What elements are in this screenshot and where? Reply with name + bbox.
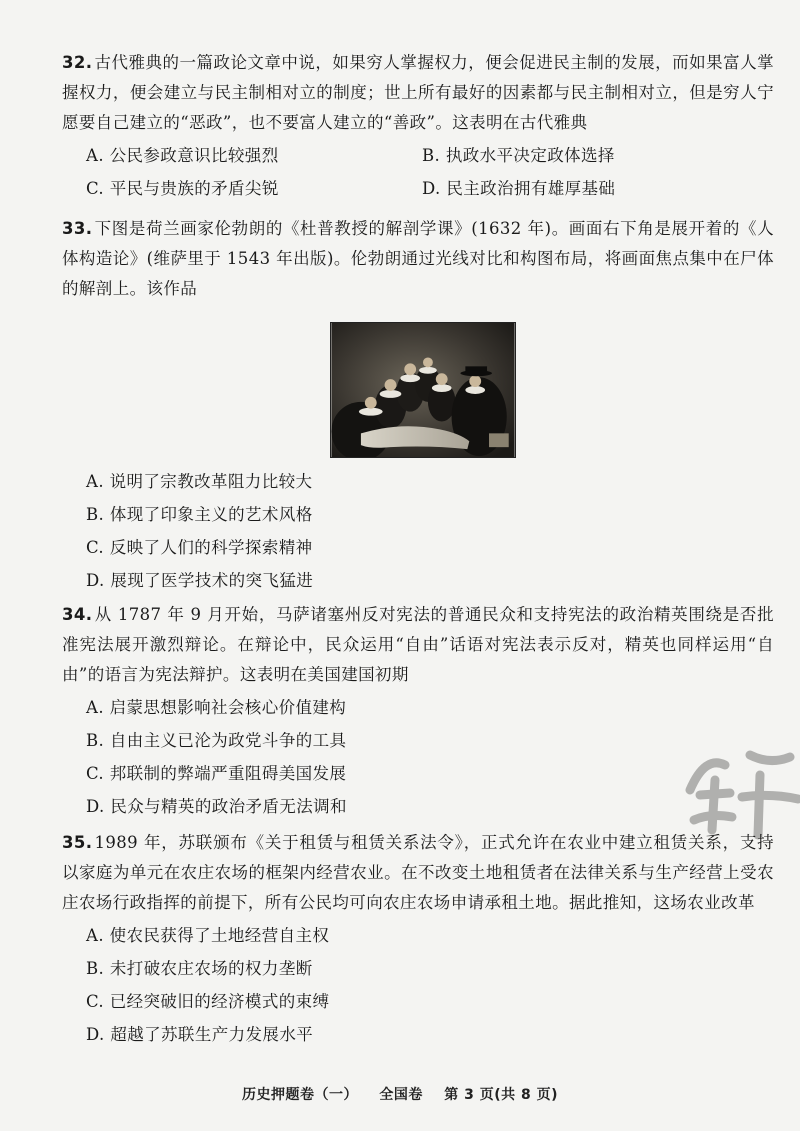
question-34 [62, 600, 774, 824]
footer-region: 全国卷 [379, 1087, 423, 1103]
option-d[interactable]: D. 展现了医学技术的突飞猛进 [86, 571, 314, 590]
question-stem [62, 214, 774, 304]
options-list [62, 468, 774, 598]
footer-subject: 历史押题卷（一） [241, 1087, 358, 1103]
option-c[interactable]: C. 邦联制的弊端严重阻碍美国发展 [86, 764, 347, 783]
question-33-options [62, 468, 774, 598]
question-32 [62, 48, 774, 206]
option-b[interactable]: B. 执政水平决定政体选择 [422, 146, 615, 165]
question-stem [62, 48, 774, 138]
option-b[interactable]: B. 体现了印象主义的艺术风格 [86, 505, 313, 524]
question-35 [62, 828, 774, 1052]
question-text: 从 1787 年 9 月开始，马萨诸塞州反对宪法的普通民众和支持宪法的政治精英围绕是否批准宪法展开激烈辩论。在辩论中，民众运用“自由”话语对宪法表示反对，精英也同样运用“自由”的语言为宪法辩护。这表明在美国建国初期 [62, 605, 774, 684]
option-c[interactable]: C. 反映了人们的科学探索精神 [86, 538, 313, 557]
option-d[interactable]: D. 民众与精英的政治矛盾无法调和 [86, 797, 347, 816]
question-stem [62, 828, 774, 918]
option-d[interactable]: D. 民主政治拥有雄厚基础 [422, 179, 616, 198]
option-a[interactable]: A. 使农民获得了土地经营自主权 [86, 926, 330, 945]
option-c[interactable]: C. 平民与贵族的矛盾尖锐 [86, 179, 279, 198]
option-a[interactable]: A. 公民参政意识比较强烈 [86, 146, 279, 165]
footer-page-number: 第 3 页(共 8 页) [444, 1087, 559, 1103]
options-grid [62, 142, 774, 206]
question-text: 1989 年，苏联颁布《关于租赁与租赁关系法令》，正式允许在农业中建立租赁关系，支持以家庭为单元在农庄农场的框架内经营农业。在不改变土地租赁者在法律关系与生产经营上受农庄农场行政指挥的前提下，所有公民均可向农庄农场申请承租土地。据此推知，这场农业改革 [62, 833, 774, 912]
options-list [62, 922, 774, 1052]
option-c[interactable]: C. 已经突破旧的经济模式的束缚 [86, 992, 330, 1011]
rembrandt-anatomy-lesson-painting [330, 322, 516, 458]
question-number: 35. [62, 833, 93, 852]
option-a[interactable]: A. 启蒙思想影响社会核心价值建构 [86, 698, 347, 717]
question-text: 下图是荷兰画家伦勃朗的《杜普教授的解剖学课》(1632 年)。画面右下角是展开着的《人体构造论》(维萨里于 1543 年出版)。伦勃朗通过光线对比和构图布局，将画面焦点集中在尸体的解剖上。该作品 [62, 219, 774, 298]
question-number: 32. [62, 53, 93, 72]
question-number: 34. [62, 605, 93, 624]
question-33 [62, 214, 774, 304]
option-a[interactable]: A. 说明了宗教改革阻力比较大 [86, 472, 313, 491]
question-number: 33. [62, 219, 93, 238]
option-b[interactable]: B. 自由主义已沦为政党斗争的工具 [86, 731, 347, 750]
options-list [62, 694, 774, 824]
option-b[interactable]: B. 未打破农庄农场的权力垄断 [86, 959, 313, 978]
option-d[interactable]: D. 超越了苏联生产力发展水平 [86, 1025, 314, 1044]
page-footer [0, 1084, 800, 1104]
question-text: 古代雅典的一篇政论文章中说，如果穷人掌握权力，便会促进民主制的发展，而如果富人掌握权力，便会建立与民主制相对立的制度；世上所有最好的因素都与民主制相对立，但是穷人宁愿要自己建立的“恶政”，也不要富人建立的“善政”。这表明在古代雅典 [62, 53, 774, 132]
question-stem [62, 600, 774, 690]
